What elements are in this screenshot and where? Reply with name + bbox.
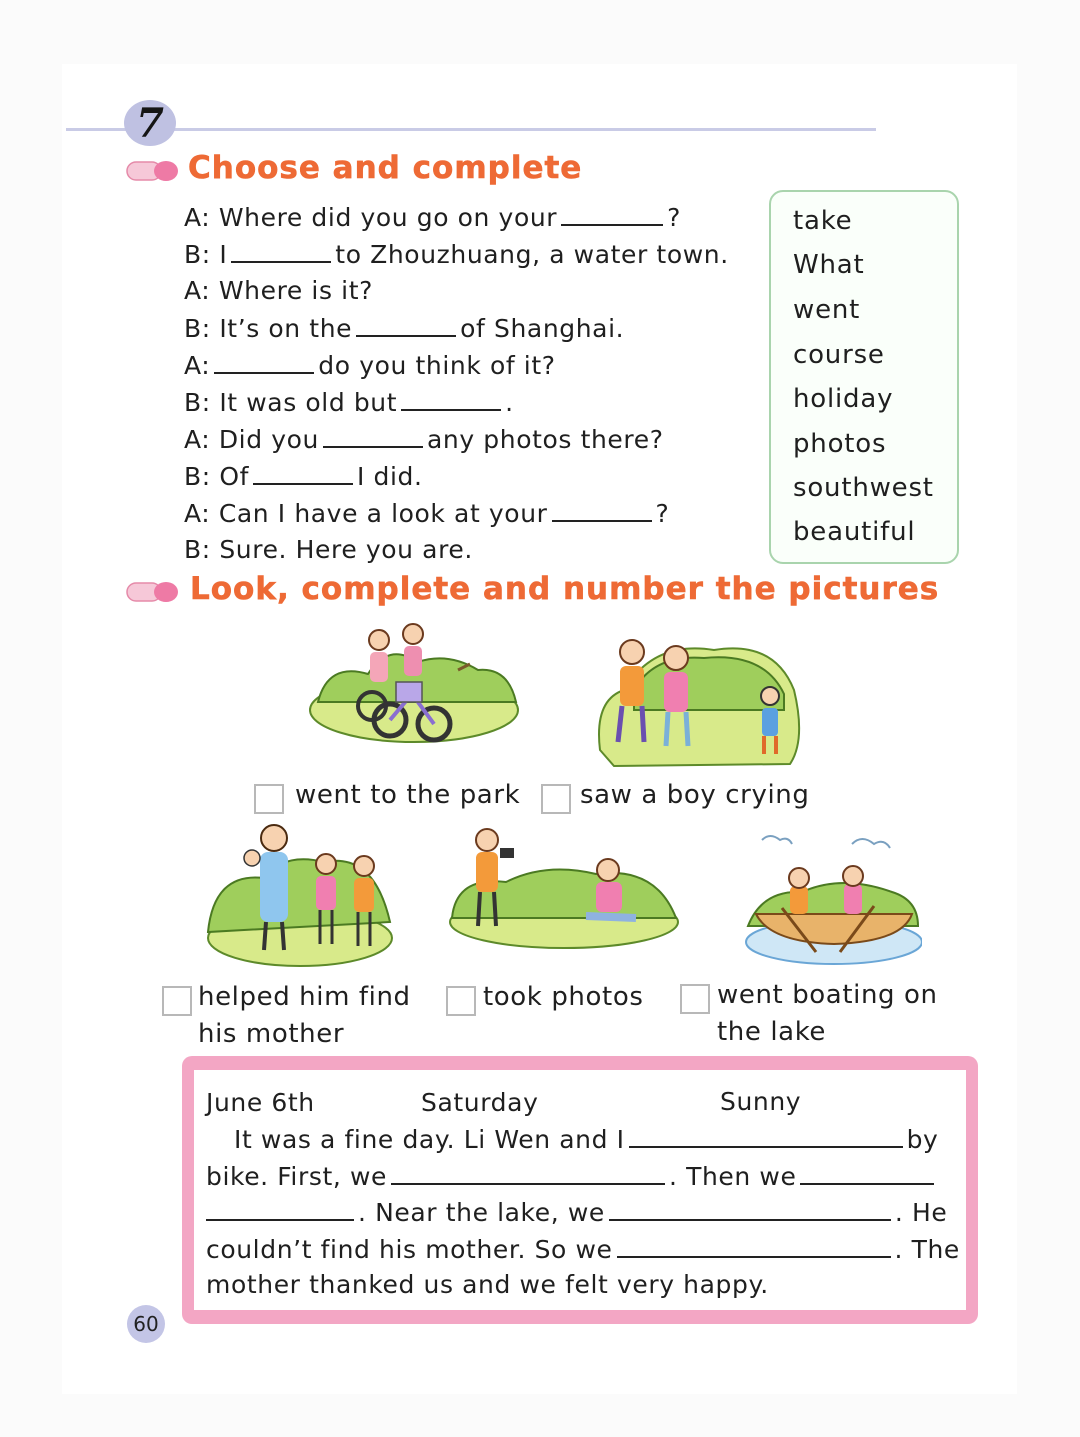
dialog-line (184, 535, 473, 564)
answer-blank[interactable] (391, 1161, 665, 1185)
park-bike-illustration (308, 622, 520, 744)
diary-line (206, 1197, 947, 1227)
word-bank-item: holiday (793, 384, 894, 414)
taking-photos-illustration (446, 826, 682, 950)
answer-blank[interactable] (629, 1124, 903, 1148)
section-title-choose: Choose and complete (188, 150, 583, 186)
page-number: 60 (127, 1305, 165, 1343)
dialog-line (184, 276, 373, 305)
dialog-text: B: Of (184, 462, 249, 491)
dialog-text: B: I (184, 240, 228, 269)
word-bank-item: southwest (793, 473, 934, 503)
word-bank-item: What (793, 250, 865, 280)
diary-text: by (906, 1125, 939, 1154)
diary-date: June 6th (206, 1088, 315, 1117)
dialog-text: B: It’s on the (184, 314, 353, 343)
diary-text: bike. First, we (206, 1162, 388, 1191)
word-bank-item: take (793, 206, 853, 236)
answer-blank[interactable] (323, 424, 423, 448)
diary-text: couldn’t find his mother. So we (206, 1235, 613, 1264)
dialog-text: to Zhouzhuang, a water town. (335, 240, 729, 269)
caption-boating: the lake (717, 1017, 827, 1047)
dialog-text: do you think of it? (318, 351, 556, 380)
number-box[interactable] (541, 784, 571, 814)
dialog-text: ? (655, 499, 670, 528)
dialog-line (184, 202, 681, 232)
dialog-line (184, 498, 669, 528)
dialog-text: A: Where did you go on your (184, 203, 558, 232)
diary-text: It was a fine day. Li Wen and I (234, 1125, 625, 1154)
diary-line (234, 1124, 938, 1154)
answer-blank[interactable] (561, 202, 663, 226)
answer-blank[interactable] (617, 1234, 891, 1258)
caption-park: went to the park (295, 780, 521, 810)
boating-illustration (742, 830, 922, 968)
answer-blank[interactable] (206, 1197, 354, 1221)
dialog-line (184, 350, 556, 380)
diary-line (206, 1161, 938, 1191)
dialog-text: A: Did you (184, 425, 319, 454)
diary-text: . Near the lake, we (358, 1198, 605, 1227)
dialog-text: . (505, 388, 514, 417)
header-rule (66, 128, 876, 131)
section-pill-icon (126, 581, 180, 603)
dialog-text: of Shanghai. (460, 314, 625, 343)
caption-helped: helped him find (198, 982, 411, 1012)
dialog-line (184, 387, 514, 417)
dialog-line (184, 239, 729, 269)
diary-day: Saturday (421, 1088, 539, 1117)
word-bank-item: went (793, 295, 861, 325)
diary-text: . Then we (669, 1162, 797, 1191)
dialog-text: B: Sure. Here you are. (184, 535, 473, 564)
answer-blank[interactable] (231, 239, 331, 263)
answer-blank[interactable] (401, 387, 501, 411)
section-title-look: Look, complete and number the pictures (190, 571, 940, 607)
number-box[interactable] (446, 986, 476, 1016)
dialog-text: A: Can I have a look at your (184, 499, 548, 528)
diary-text: . The (894, 1235, 960, 1264)
number-box[interactable] (162, 986, 192, 1016)
number-box[interactable] (680, 984, 710, 1014)
dialog-text: A: Where is it? (184, 276, 373, 305)
crying-boy-illustration (594, 630, 806, 772)
word-bank-item: photos (793, 429, 887, 459)
dialog-text: I did. (357, 462, 423, 491)
answer-blank[interactable] (609, 1197, 891, 1221)
diary-weather: Sunny (720, 1087, 802, 1116)
answer-blank[interactable] (356, 313, 456, 337)
diary-frame (182, 1056, 978, 1324)
diary-line: mother thanked us and we felt very happy. (206, 1270, 769, 1299)
word-bank-item: beautiful (793, 517, 916, 547)
number-box[interactable] (254, 784, 284, 814)
diary-line (206, 1234, 960, 1264)
dialog-line (184, 313, 624, 343)
unit-number-badge: 7 (124, 100, 176, 146)
dialog-line (184, 461, 423, 491)
diary-text: . He (894, 1198, 948, 1227)
dialog-text: ? (667, 203, 682, 232)
answer-blank[interactable] (552, 498, 652, 522)
caption-photos: took photos (483, 982, 644, 1012)
answer-blank[interactable] (214, 350, 314, 374)
diary-panel (194, 1070, 966, 1310)
answer-blank[interactable] (800, 1161, 934, 1185)
section-pill-icon (126, 160, 180, 182)
word-bank-item: course (793, 340, 885, 370)
caption-boating: went boating on (717, 980, 938, 1010)
word-bank (769, 190, 959, 564)
dialog-line (184, 424, 664, 454)
helped-mother-illustration (204, 822, 394, 968)
dialog-text: any photos there? (426, 425, 664, 454)
dialog-text: A: (184, 351, 211, 380)
caption-helped: his mother (198, 1019, 345, 1049)
caption-boy: saw a boy crying (580, 780, 810, 810)
dialog-text: B: It was old but (184, 388, 398, 417)
answer-blank[interactable] (253, 461, 353, 485)
